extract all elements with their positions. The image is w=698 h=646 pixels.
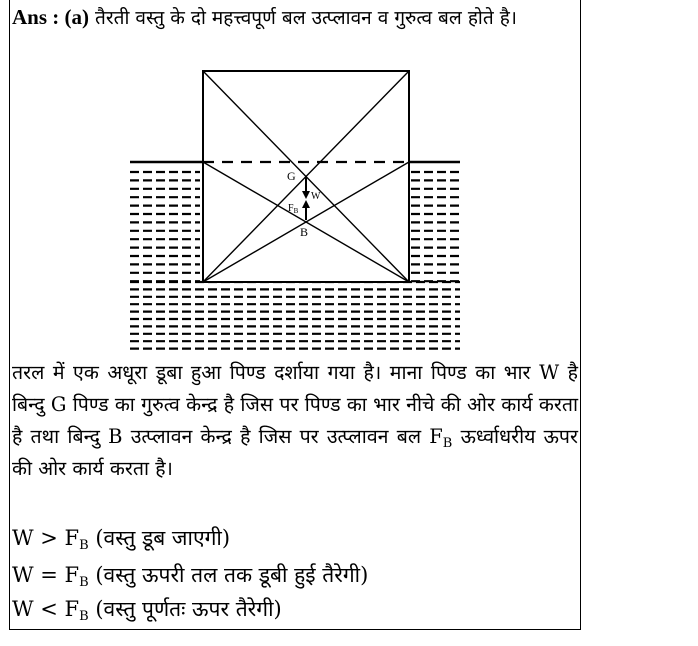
condition-sink: $W > F_B$ (वस्तु डूब जाएगी) [12, 526, 231, 553]
answer-text: तैरती वस्तु के दो महत्त्वपूर्ण बल उत्प्लावन व गुरुत्व बल होते है। [89, 7, 517, 29]
condition-float-above: $W < F_B$ (वस्तु पूर्णतः ऊपर तैरेगी) [12, 597, 282, 624]
label-w: W [311, 191, 321, 202]
explanation-paragraph: तरल में एक अधूरा डूबा हुआ पिण्ड दर्शाया गया है। माना पिण्ड का भार W है बिन्दु G पिण्ड का गुरुत्व केन्द्र है जिस पर पिण्ड का भार नीचे की ओर कार्य करता है तथा बिन्दु B उत्प्लावन केन्द्र है जिस पर उत्प्लावन बल $F_B$ ऊर्ध्वाधरीय ऊपर की ओर कार्य करता है। [12, 361, 578, 480]
condition-float-submerged: $W = F_B$ (वस्तु ऊपरी तल तक डूबी हुई तैरेगी) [12, 563, 369, 590]
label-g: G [287, 169, 296, 183]
label-fb: $F_B$ [288, 203, 299, 215]
label-b: B [300, 225, 309, 239]
answer-label: Ans : (a) [12, 5, 89, 29]
